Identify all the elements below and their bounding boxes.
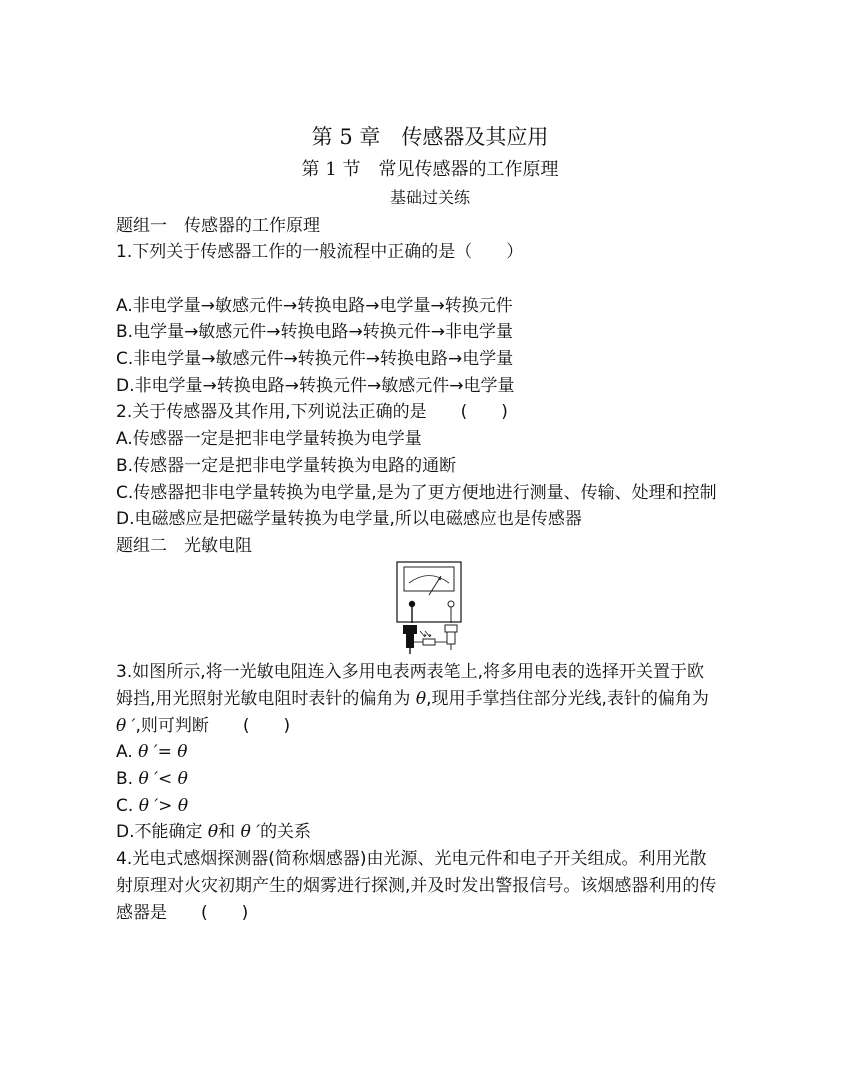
- theta-symbol: θ: [207, 822, 219, 842]
- q4-stem-line3: 感器是 ( ): [116, 903, 249, 923]
- multimeter-diagram: [395, 561, 465, 655]
- q2-option-c: C.传感器把非电学量转换为电学量,是为了更方便地进行测量、传输、处理和控制: [116, 483, 717, 503]
- theta-symbol: θ: [415, 689, 427, 709]
- option-math: θ ′> θ: [138, 796, 189, 816]
- theta-prime-symbol: θ ′: [240, 822, 261, 842]
- group1-heading: 题组一 传感器的工作原理: [116, 216, 320, 236]
- option-label: A.: [116, 742, 139, 762]
- theta-prime-symbol: θ ′: [116, 716, 136, 736]
- q3-stem-text-a: 姆挡,用光照射光敏电阻时表针的偏角为: [116, 689, 416, 709]
- q3-stem-text-b: ,现用手掌挡住部分光线,表针的偏角为: [426, 689, 709, 709]
- q3-option-c: [116, 795, 188, 817]
- q3-stem-line2: [116, 688, 709, 710]
- q2-option-d: D.电磁感应是把磁学量转换为电学量,所以电磁感应也是传感器: [116, 509, 582, 529]
- q3-option-b: [116, 768, 188, 790]
- option-math: θ ′= θ: [138, 742, 188, 762]
- option-text: 和: [218, 822, 241, 842]
- exercise-subtitle: 基础过关练: [389, 188, 470, 207]
- q3-option-a: [116, 741, 188, 763]
- chapter-title: 第 5 章 传感器及其应用: [311, 125, 549, 149]
- q3-stem-text-c: ,则可判断 ( ): [135, 716, 291, 736]
- option-math: θ ′< θ: [138, 769, 188, 789]
- q3-option-d: [116, 821, 311, 843]
- option-text: 的关系: [260, 822, 312, 842]
- q1-option-a: A.非电学量→敏感元件→转换电路→电学量→转换元件: [116, 296, 513, 316]
- group2-heading: 题组二 光敏电阻: [116, 536, 252, 556]
- option-label: B.: [116, 769, 139, 789]
- option-text: D.不能确定: [116, 822, 208, 842]
- q1-option-b: B.电学量→敏感元件→转换电路→转换元件→非电学量: [116, 322, 514, 342]
- q1-option-c: C.非电学量→敏感元件→转换元件→转换电路→电学量: [116, 349, 514, 369]
- q2-option-a: A.传感器一定是把非电学量转换为电学量: [116, 429, 422, 449]
- q2-option-b: B.传感器一定是把非电学量转换为电路的通断: [116, 456, 457, 476]
- q4-stem-line2: 射原理对火灾初期产生的烟雾进行探测,并及时发出警报信号。该烟感器利用的传: [116, 876, 717, 896]
- q3-stem-line3: [116, 715, 290, 737]
- q2-stem: 2.关于传感器及其作用,下列说法正确的是 ( ): [116, 402, 508, 422]
- multimeter-figure: [395, 561, 465, 655]
- q1-option-d: D.非电学量→转换电路→转换元件→敏感元件→电学量: [116, 376, 515, 396]
- q4-stem-line1: 4.光电式感烟探测器(简称烟感器)由光源、光电元件和电子开关组成。利用光散: [116, 849, 707, 869]
- q1-stem: 1.下列关于传感器工作的一般流程中正确的是（ ）: [116, 242, 524, 262]
- section-title: 第 1 节 常见传感器的工作原理: [301, 159, 559, 180]
- q3-stem-line1: 3.如图所示,将一光敏电阻连入多用电表两表笔上,将多用电表的选择开关置于欧: [116, 662, 705, 682]
- option-label: C.: [116, 796, 139, 816]
